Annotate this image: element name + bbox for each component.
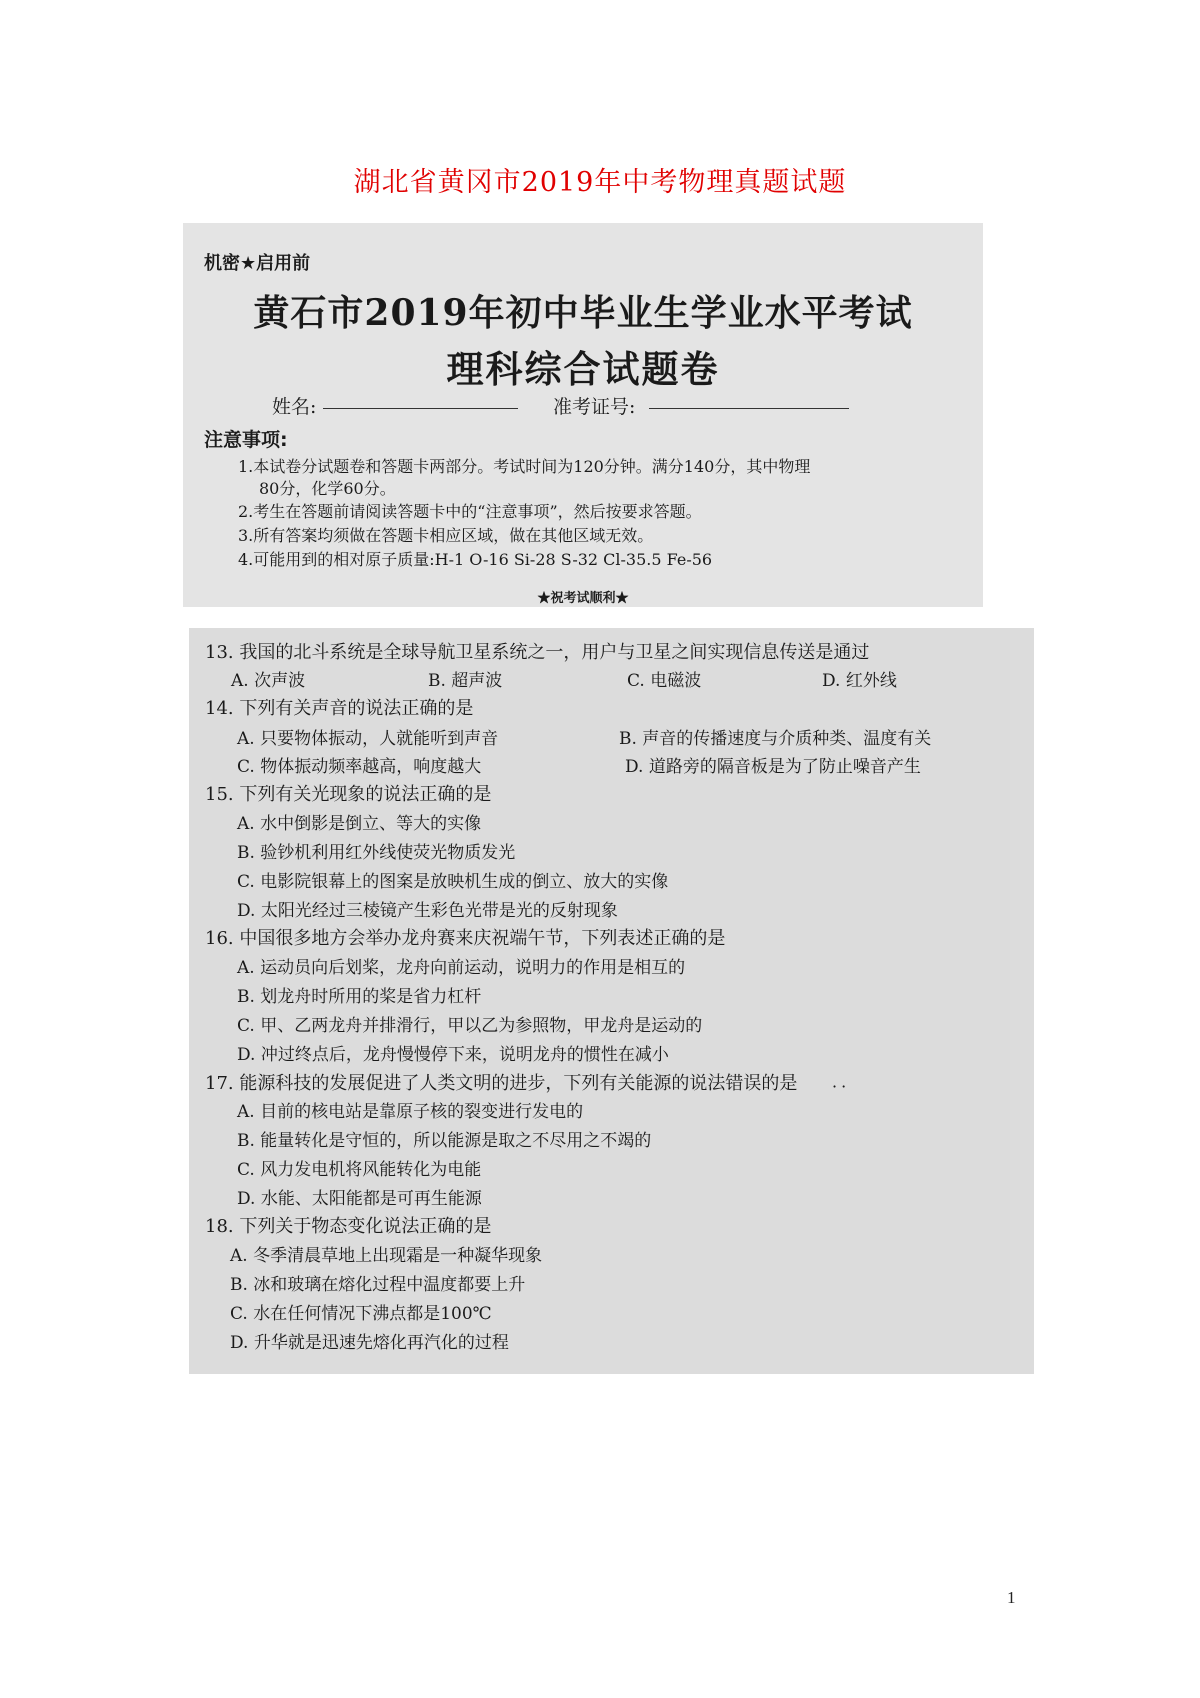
option: A. 目前的核电站是靠原子核的裂变进行发电的	[237, 1102, 584, 1122]
note-item: 80分，化学60分。	[259, 479, 396, 498]
option: C. 风力发电机将风能转化为电能	[237, 1160, 482, 1180]
question-stem: 16. 中国很多地方会举办龙舟赛来庆祝端午节，下列表述正确的是	[205, 928, 726, 949]
option: C. 电磁波	[627, 671, 702, 691]
option: D. 太阳光经过三棱镜产生彩色光带是光的反射现象	[237, 901, 618, 921]
exam-header-scan	[183, 223, 983, 607]
option: B. 验钞机利用红外线使荧光物质发光	[237, 843, 516, 863]
emphasis-dots: ··	[832, 1077, 851, 1096]
note-item: 1.本试卷分试题卷和答题卡两部分。考试时间为120分钟。满分140分，其中物理	[238, 457, 811, 476]
option: B. 划龙舟时所用的桨是省力杠杆	[237, 987, 482, 1007]
option: B. 冰和玻璃在熔化过程中温度都要上升	[230, 1275, 526, 1295]
option: B. 超声波	[428, 671, 503, 691]
option: C. 物体振动频率越高，响度越大	[237, 757, 482, 777]
option: A. 只要物体振动，人就能听到声音	[237, 729, 499, 749]
good-luck-text: ★祝考试顺利★	[537, 591, 629, 606]
option: D. 红外线	[822, 671, 897, 691]
option: D. 道路旁的隔音板是为了防止噪音产生	[625, 757, 921, 777]
option: C. 水在任何情况下沸点都是100℃	[230, 1304, 492, 1324]
option: D. 水能、太阳能都是可再生能源	[237, 1189, 482, 1209]
document-title: 湖北省黄冈市2019年中考物理真题试题	[353, 167, 847, 198]
option: B. 声音的传播速度与介质种类、温度有关	[619, 729, 932, 749]
note-item: 4.可能用到的相对原子质量:H-1 O-16 Si-28 S-32 Cl-35.5 Fe-56	[238, 550, 713, 569]
secret-label: 机密★启用前	[204, 253, 311, 274]
option: A. 冬季清晨草地上出现霜是一种凝华现象	[230, 1246, 543, 1266]
id-label: 准考证号:	[553, 396, 636, 418]
name-label: 姓名:	[272, 396, 317, 418]
paper-title: 理科综合试题卷	[446, 347, 720, 391]
question-stem: 13. 我国的北斗系统是全球导航卫星系统之一，用户与卫星之间实现信息传送是通过	[205, 642, 870, 663]
option: C. 甲、乙两龙舟并排滑行，甲以乙为参照物，甲龙舟是运动的	[237, 1016, 703, 1036]
questions-scan	[189, 628, 1034, 1374]
option: A. 水中倒影是倒立、等大的实像	[237, 814, 482, 834]
question-stem: 14. 下列有关声音的说法正确的是	[205, 698, 474, 719]
page-number: 1	[1007, 1588, 1016, 1607]
option: D. 冲过终点后，龙舟慢慢停下来，说明龙舟的惯性在减小	[237, 1045, 669, 1065]
exam-title: 黄石市2019年初中毕业生学业水平考试	[253, 292, 913, 334]
option: C. 电影院银幕上的图案是放映机生成的倒立、放大的实像	[237, 872, 669, 892]
option: A. 次声波	[231, 671, 306, 691]
name-blank	[323, 392, 518, 414]
question-stem: 17. 能源科技的发展促进了人类文明的进步，下列有关能源的说法错误的是	[205, 1073, 798, 1094]
note-item: 3.所有答案均须做在答题卡相应区域，做在其他区域无效。	[238, 526, 654, 545]
option: A. 运动员向后划桨，龙舟向前运动，说明力的作用是相互的	[237, 958, 686, 978]
note-item: 2.考生在答题前请阅读答题卡中的“注意事项”，然后按要求答题。	[238, 502, 702, 521]
notes-heading: 注意事项:	[204, 429, 288, 451]
question-stem: 18. 下列关于物态变化说法正确的是	[205, 1216, 492, 1237]
id-blank	[649, 392, 849, 414]
option: B. 能量转化是守恒的，所以能源是取之不尽用之不竭的	[237, 1131, 652, 1151]
option: D. 升华就是迅速先熔化再汽化的过程	[230, 1333, 509, 1353]
question-stem: 15. 下列有关光现象的说法正确的是	[205, 784, 492, 805]
